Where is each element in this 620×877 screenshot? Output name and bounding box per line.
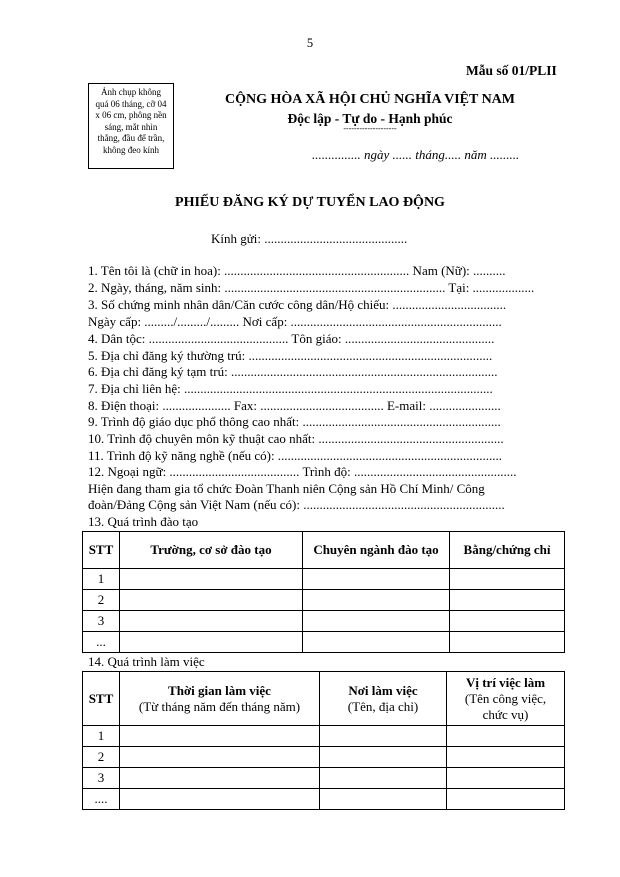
- training-heading: 13. Quá trình đào tạo: [88, 514, 199, 529]
- field-organization-membership: đoàn/Đảng Cộng sản Việt Nam (nếu có): ..............................................................: [88, 497, 505, 512]
- table-cell: [120, 768, 320, 789]
- work-heading: 14. Quá trình làm việc: [88, 654, 205, 669]
- field-organization-membership: Hiện đang tham gia tổ chức Đoàn Thanh niên Cộng sản Hồ Chí Minh/ Công: [88, 481, 485, 496]
- column-title: Nơi làm việc: [348, 682, 418, 698]
- row-number: 3: [83, 768, 120, 789]
- table-row: [83, 632, 565, 653]
- field-vocational-skill: 11. Trình độ kỹ năng nghề (nếu có): .....................................................................: [88, 448, 503, 463]
- work-history-table: [82, 671, 565, 810]
- column-header: Trường, cơ sở đào tạo: [120, 532, 303, 569]
- field-technical-qualification: 10. Trình độ chuyên môn kỹ thuật cao nhất: .........................................................: [88, 431, 504, 446]
- column-header: STT: [83, 672, 120, 726]
- page-number: 5: [306, 36, 314, 50]
- table-cell: [447, 726, 565, 747]
- table-row: [83, 726, 565, 747]
- column-header: Chuyên ngành đào tạo: [303, 532, 450, 569]
- field-contact-address: 7. Địa chỉ liên hệ: ...............................................................................................: [88, 381, 493, 396]
- field-permanent-address: 5. Địa chỉ đăng ký thường trú: ...........................................................................: [88, 348, 493, 363]
- row-number: 3: [83, 611, 120, 632]
- field-birth-date: 2. Ngày, tháng, năm sinh: .................................................................... Tại: ...................: [88, 280, 535, 295]
- field-id-number: 3. Số chứng minh nhân dân/Căn cước công dân/Hộ chiếu: ...................................: [88, 297, 507, 312]
- field-general-education: 9. Trình độ giáo dục phổ thông cao nhất: .............................................................: [88, 414, 501, 429]
- table-cell: [303, 569, 450, 590]
- table-cell: [120, 789, 320, 810]
- table-cell: [450, 611, 565, 632]
- field-ethnicity: 4. Dân tộc: ........................................... Tôn giáo: ..............................................: [88, 331, 495, 346]
- table-row: [83, 789, 565, 810]
- table-cell: [450, 569, 565, 590]
- column-subtitle: (Tên công việc, chức vụ): [464, 690, 547, 722]
- table-cell: [450, 632, 565, 653]
- table-cell: [303, 590, 450, 611]
- table-cell: [320, 768, 447, 789]
- column-subtitle: (Từ tháng năm đến tháng năm): [138, 698, 301, 714]
- field-temporary-address: 6. Địa chỉ đăng ký tạm trú: ..................................................................................: [88, 364, 498, 379]
- table-cell: [303, 611, 450, 632]
- photo-note-line: Ảnh chụp không: [101, 87, 161, 97]
- row-number: 1: [83, 569, 120, 590]
- table-cell: [303, 632, 450, 653]
- row-number: ...: [83, 632, 120, 653]
- table-row: [83, 768, 565, 789]
- table-header-row: [83, 532, 565, 569]
- table-cell: [320, 747, 447, 768]
- training-table: [82, 531, 565, 653]
- table-cell: [450, 590, 565, 611]
- column-subtitle: (Tên, địa chỉ): [347, 698, 419, 714]
- row-number: 2: [83, 747, 120, 768]
- photo-note-line: thẳng, đầu để trần,: [97, 133, 165, 144]
- column-header: [447, 672, 565, 726]
- photo-note-line: x 06 cm, phông nền: [95, 110, 167, 121]
- row-number: 2: [83, 590, 120, 611]
- date-line: ............... ngày ...... tháng..... năm .........: [312, 147, 520, 162]
- field-phone: 8. Điện thoại: ..................... Fax: ...................................... E-mail: ......................: [88, 398, 501, 413]
- table-cell: [120, 569, 303, 590]
- photo-note-line: quá 06 tháng, cỡ 04: [95, 98, 167, 109]
- field-foreign-language: 12. Ngoại ngữ: ........................................ Trình độ: ..................................................: [88, 464, 517, 479]
- form-title: PHIẾU ĐĂNG KÝ DỰ TUYỂN LAO ĐỘNG: [175, 195, 445, 210]
- table-row: [83, 611, 565, 632]
- national-motto: Độc lập - Tự do - Hạnh phúc: [287, 111, 453, 126]
- column-header: [320, 672, 447, 726]
- table-cell: [320, 726, 447, 747]
- table-cell: [120, 747, 320, 768]
- table-cell: [120, 611, 303, 632]
- column-title: Vị trí việc làm: [465, 674, 546, 690]
- table-cell: [447, 789, 565, 810]
- table-row: [83, 590, 565, 611]
- table-cell: [320, 789, 447, 810]
- field-full-name: 1. Tên tôi là (chữ in hoa): ......................................................... Nam (Nữ): ..........: [88, 263, 506, 278]
- recipient-line: Kính gửi: ............................................: [211, 231, 408, 246]
- motto-underline: --------------------: [343, 124, 397, 133]
- column-header: STT: [83, 532, 120, 569]
- table-row: [83, 569, 565, 590]
- field-issue-date: Ngày cấp: ........./........./......... Nơi cấp: .................................................................: [88, 314, 502, 329]
- country-name: CỘNG HÒA XÃ HỘI CHỦ NGHĨA VIỆT NAM: [224, 92, 515, 107]
- table-cell: [120, 590, 303, 611]
- column-header: [120, 672, 320, 726]
- column-header: Bằng/chứng chỉ: [450, 532, 565, 569]
- row-number: 1: [83, 726, 120, 747]
- column-title: Thời gian làm việc: [168, 682, 271, 698]
- photo-placeholder-box: [88, 83, 174, 169]
- table-cell: [447, 747, 565, 768]
- photo-note-line: không đeo kính: [103, 144, 159, 155]
- table-cell: [447, 768, 565, 789]
- photo-note-line: sáng, mắt nhìn: [104, 121, 158, 132]
- table-header-row: [83, 672, 565, 726]
- table-cell: [120, 726, 320, 747]
- form-code: Mẫu số 01/PLII: [466, 63, 557, 78]
- row-number: ....: [83, 789, 120, 810]
- table-cell: [120, 632, 303, 653]
- table-row: [83, 747, 565, 768]
